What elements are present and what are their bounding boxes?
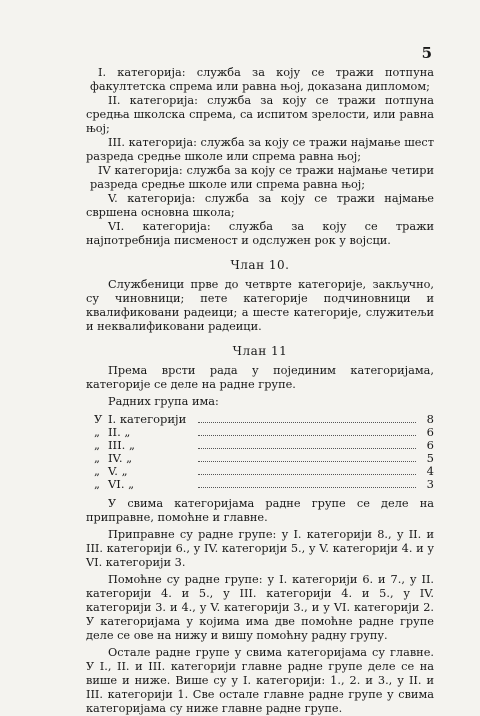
row-prefix: „ [94,425,100,439]
work-group-row [94,465,434,478]
row-group-count: 4 [426,464,434,478]
row-group-count: 8 [426,412,434,426]
article-11-paragraph-2: Приправне су радне групе: у I. категорији 8., у II. и III. категорији 6., у IV. категорији 5., у V. категорији 4. и у VI. категорији 3. [86,528,434,569]
row-prefix: „ [94,477,100,491]
row-group-count: 5 [426,451,434,465]
row-category-label: III. „ [108,438,135,452]
category-3-definition: III. категорија: служба за коју се тражи најмање шест разреда средње школе или спрема равна њој; [86,136,434,163]
dot-leader [198,448,416,449]
dot-leader [198,422,416,423]
article-10-text: Службеници прве до четврте категорије, закључно, су чиновници; пете категорије подчиновници и квалификовани радеици; а шесте категорије, служитељи и неквалификовани радеици. [86,278,434,333]
work-group-row [94,452,434,465]
row-category-label: V. „ [108,464,128,478]
document-body [86,66,434,716]
work-group-row [94,426,434,439]
article-11-paragraph-3: Помоћне су радне групе: у I. категорији 6. и 7., у II. категорији 4. и 5., у III. категорији 4. и 5., у IV. категорији 3. и 4., у V. категорији 3., и у VI. категорији 2. У категоријама у којима има две помоћне радне групе деле се ове на нижу и вишу помоћну радну групу. [86,573,434,642]
category-5-definition: V. категорија: служба за коју се тражи најмање свршена основна школа; [86,192,434,219]
row-category-label: IV. „ [108,451,133,465]
row-prefix: У [94,412,103,426]
row-prefix: „ [94,464,100,478]
dot-leader [198,435,416,436]
article-11-intro: Према врсти рада у појединим категоријама, категорије се деле на радне групе. [86,364,434,391]
row-group-count: 3 [426,477,434,491]
category-definitions [86,66,434,248]
row-group-count: 6 [426,425,434,439]
article-11-paragraph-1: У свима категоријама радне групе се деле на приправне, помоћне и главне. [86,497,434,524]
article-11-paragraph-4: Остале радне групе у свима категоријама су главне. У I., II. и III. категорији главне радне групе деле се на више и ниже. Више су у I. категорији: 1., 2. и 3., у II. и III. категорији 1. Све остале главне радне групе у свима категоријама су ниже главне радне групе. [86,646,434,715]
row-prefix: „ [94,451,100,465]
dot-leader [198,461,416,462]
work-groups-list [94,413,434,491]
row-category-label: II. „ [108,425,131,439]
article-11-heading: Члан 11 [232,344,288,358]
category-2-definition: II. категорија: служба за коју се тражи потпуна средња школска спрема, са испитом зрелости, или равна њој; [86,94,434,135]
row-group-count: 6 [426,438,434,452]
category-1-definition: I. категорија: служба за коју се тражи потпуна факултетска спрема или равна њој, доказана дипломом; [90,66,434,93]
dot-leader [198,474,416,475]
dot-leader [198,487,416,488]
article-10 [86,258,434,334]
work-group-row [94,413,434,426]
row-prefix: „ [94,438,100,452]
article-11 [86,344,434,716]
row-category-label: I. категорији [108,412,187,426]
work-groups-label: Радних група има: [108,395,219,408]
work-group-row [94,478,434,491]
article-10-heading: Члан 10. [230,258,290,272]
page-number: 5 [421,44,432,62]
category-4-definition: IV категорија: служба за коју се тражи најмање четири разреда средње школе или спрема равна њој; [90,164,434,191]
work-group-row [94,439,434,452]
row-category-label: VI. „ [108,477,135,491]
category-6-definition: VI. категорија: служба за коју се тражи најпотребнија писменост и одслужен рок у војсци. [86,220,434,247]
